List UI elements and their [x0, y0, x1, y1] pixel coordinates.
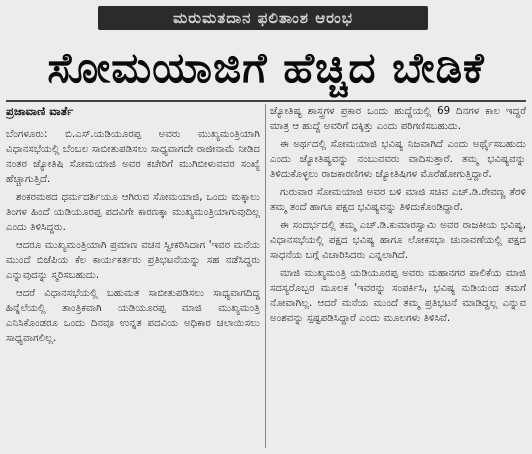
left-paragraph: ಆದರೂ ಮುಖ್ಯಮಂತ್ರಿಯಾಗಿ ಪ್ರಮಾಣ ವಚನ ಸ್ವೀಕರಿಸಿದಾಗ 'ಇವರ ಮನೆಯ ಮುಂದೆ ಬಿಜೆಪಿಯ ಕೆಲ ಕಾರ್ಯಕರ್ತರು ಪ್ರತಿಭಟನೆಯನ್ನು ಸಹ ನಡೆಸಿದ್ದರು ಎನ್ನುವುದನ್ನು ಸ್ಮರಿಸಬಹುದು. [6, 240, 260, 281]
right-paragraph: ಜ್ಯೋತಿಷ್ಯ ಶಾಸ್ತ್ರಗಳ ಪ್ರಕಾರ ಒಂದು ಹುದ್ದೆಯಲ್ಲಿ 69 ದಿನಗಳ ಕಾಲ ಇದ್ದರೆ ಮಾತ್ರ ಆ ಹುದ್ದೆ ಅವರಿಗೆ ದಕ್ಕಿತ್ತು ಎಂದು ಪರಿಗಣಿಸಬಹುದು. [270, 106, 526, 132]
column-divider [265, 104, 266, 448]
left-paragraph: ಶಂಕರಮಠದ ಧರ್ಮದರ್ಶಿಯೂ ಆಗಿರುವ ಸೋಮಯಾಜಿ, ಒಂದು ಮಕ್ಕಾಲು ತಿಂಗಳ ಹಿಂದೆ ಯಡಿಯೂರಪ್ಪ ಪದವಿಗೇ ಕಾರಣಕ್ಕಾ ಮುಖ್ಯಮಂತ್ರಿಯಾಗುವುದಿಲ್ಲ ಎಂದು ತಿಳಿಸಿದ್ದರು. [6, 192, 260, 233]
left-paragraph: ಬೆಂಗಳೂರು: ಬಿ.ಎಸ್.ಯಡಿಯೂರಪ್ಪ ಅವರು ಮುಖ್ಯಮಂತ್ರಿಯಾಗಿ ವಿಧಾನಸಭೆಯಲ್ಲಿ ಬೆಂಬಲ ಸಾಬೀತುಪಡಿಸಲು ಸಾಧ್ಯವಾಗದೇ ರಾಜೀನಾಮೆ ನೀಡಿದ ನಂತರ ಜ್ಯೋತಿಷಿ ಸೋಮಯಾಜಿ ಅವರ ಕಚೇರಿಗೆ ಮುಗಿಬೀಳುವವರ ಸಂಖ್ಯೆ ಹೆಚ್ಚಾಗುತ್ತಿದೆ. [6, 129, 260, 185]
left-column [6, 104, 260, 450]
kicker-band [98, 6, 428, 30]
left-paragraph: ಆದರೆ ವಿಧಾನಸಭೆಯಲ್ಲಿ ಬಹುಮತ ಸಾಬೀತುಪಡಿಸಲು ಸಾಧ್ಯವಾಗದಿದ್ದ ಹಿನ್ನೆಲೆಯಲ್ಲಿ ತಾಂತ್ರಿಕವಾಗಿ ಯಡಿಯೂರಪ್ಪ ಮಾಜಿ ಮುಖ್ಯಮಂತ್ರಿ ಎನಿಸಿಕೊಂಡರೂ ಒಂದು ದಿನವೂ ಉನ್ನತ ಪದವಿಯ ಅಧಿಕಾರ ಚಲಾಯಿಸಲು ಸಾಧ್ಯವಾಗಲಿಲ್ಲ. [6, 288, 260, 344]
right-paragraph: ಈ ಅರ್ಥದಲ್ಲಿ ಸೋಮಯಾಜಿ ಭವಿಷ್ಯ ನಿಜವಾಗಿದೆ ಎಂದು ಅರ್ಥೈಸಬಹುದು ಎಂದು ಜ್ಯೋತಿಷ್ಯವನ್ನು ನಂಬುವವರು ವಾದಿಸುತ್ತಾರೆ. ತಮ್ಮ ಭವಿಷ್ಯವನ್ನು ತಿಳಿದುಕೊಳ್ಳಲು ರಾಜಕಾರಣಿಗಳು ಜ್ಯೋತಿಷಿಗಳ ಮೊರೆಹೋಗುತ್ತಿದ್ದಾರೆ. [270, 139, 526, 180]
right-column [270, 104, 526, 450]
right-paragraph: ಮಾಜಿ ಮುಖ್ಯಮಂತ್ರಿ ಯಡಿಯೂರಪ್ಪ ಅವರು ಮಹಾನಗರ ಪಾಲಿಕೆಯ ಮಾಜಿ ಸದಸ್ಯರೊಬ್ಬರ ಮೂಲಕ 'ಇವರನ್ನು ಸಂಪರ್ಕಿಸಿ, ಭವಿಷ್ಯ ನುಡಿಯಂದ ತಮಗೆ ನೋವಾಗಿಲ್ಲ. ಆದರೆ ಮನೆಯ ಮುಂದೆ ತಮ್ಮ ಪ್ರತಿಭಟನೆ ಮಾಡಿದ್ದಲ್ಲ ಎನ್ನುವ ಅಂಶವನ್ನು ಸ್ಪಷ್ಟಪಡಿಸಿದ್ದಾರೆ ಎಂದು ಮೂಲಗಳು ತಿಳಿಸಿವೆ. [270, 268, 526, 324]
right-paragraph: ಗುರುವಾರ ಸೋಮಯಾಜಿ ಅವರ ಬಳಿ ಮಾಜಿ ಸಚಿವ ಎಚ್.ಡಿ.ರೇವಣ್ಣ ತೆರಳಿ ತಮ್ಮ ತಂದೆ ಹಾಗೂ ಪಕ್ಷದ ಭವಿಷ್ಯವನ್ನು ತಿಳಿದುಕೊಂಡಿದ್ದಾರೆ. [270, 187, 526, 213]
kicker-text: ಮರುಮತದಾನ ಫಲಿತಾಂಶ ಆರಂಭ [173, 9, 353, 27]
headline-rule [6, 100, 526, 102]
headline: ಸೋಮಯಾಜಿಗೆ ಹೆಚ್ಚಿದ ಬೇಡಿಕೆ [47, 43, 485, 92]
byline: ಪ್ರಜಾವಾಣಿ ವಾರ್ತೆ [6, 104, 74, 118]
right-paragraph: ಈ ಸಂದರ್ಭದಲ್ಲಿ ತಮ್ಮ ಎಚ್.ಡಿ.ಕುಮಾರಸ್ವಾಮಿ ಅವರ ರಾಜಕೀಯ ಭವಿಷ್ಯ, ವಿಧಾನಸಭೆಯಲ್ಲಿ ಪಕ್ಷದ ಭವಿಷ್ಯ ಹಾಗೂ ಲೋಕಸಭಾ ಚುನಾವಣೆಯಲ್ಲಿ ಪಕ್ಷದ ಸಾಧನೆಯ ಬಗ್ಗೆ ವಿಚಾರಿಸಿದರು ಎನ್ನಲಾಗಿದೆ. [270, 220, 526, 261]
